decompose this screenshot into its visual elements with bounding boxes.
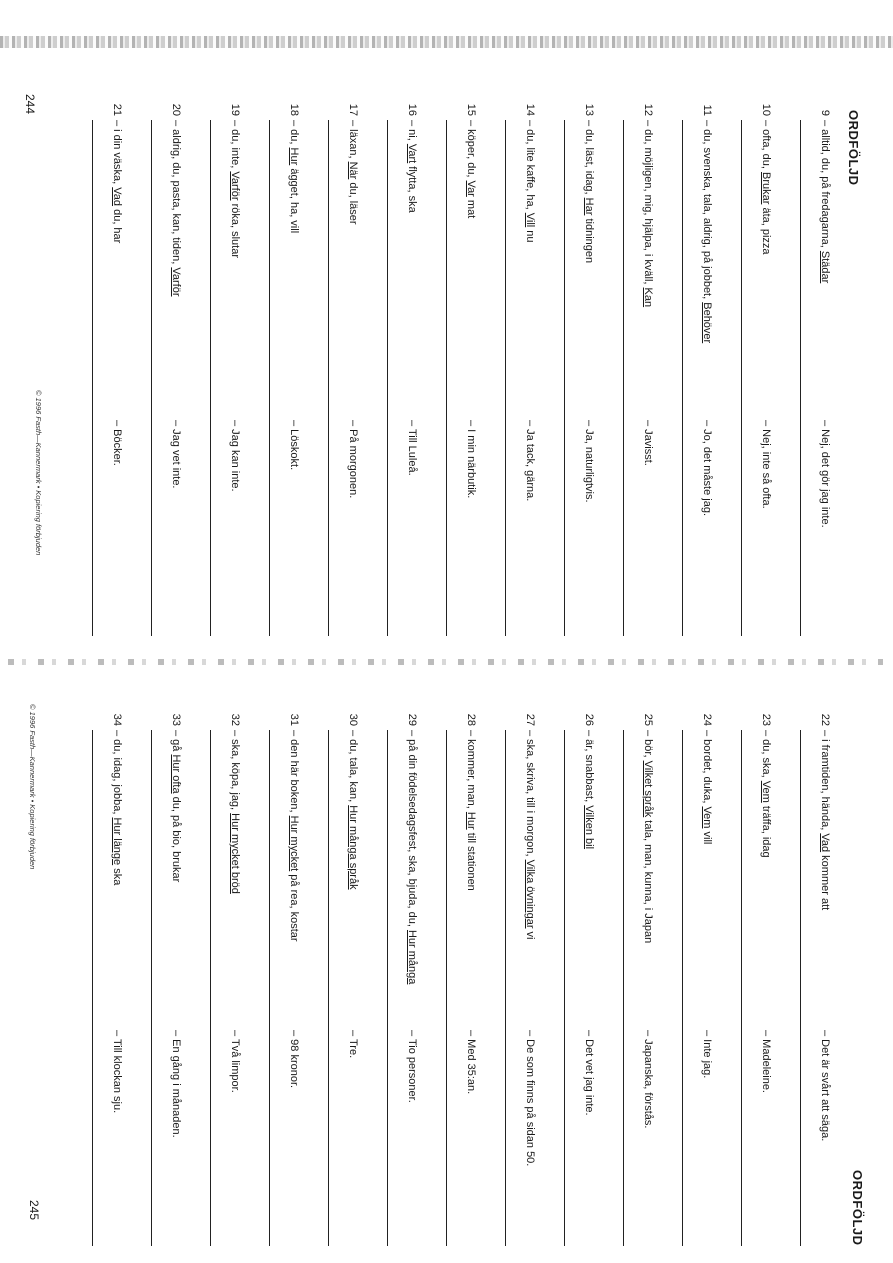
prompt-words: röka, slutar xyxy=(229,200,241,258)
exercise-number: 16 xyxy=(406,103,418,116)
prompt-words: du, läser xyxy=(347,179,359,225)
exercise-number: 20 xyxy=(170,103,182,116)
exercise-number: 23 xyxy=(760,713,772,726)
exercise-row xyxy=(197,90,255,640)
question-word: Vart xyxy=(406,143,418,164)
exercise-row xyxy=(256,90,314,640)
answer-line xyxy=(328,730,329,1246)
answer-line xyxy=(387,120,388,636)
exercise-number: 25 xyxy=(642,713,654,726)
exercise-answer: – 98 kronor. xyxy=(288,1030,300,1089)
answer-line xyxy=(505,120,506,636)
prompt-words: du, på bio, brukar xyxy=(170,793,182,883)
question-word: Varför xyxy=(170,267,182,297)
exercise-number: 18 xyxy=(288,103,300,116)
prompt-words: – den här boken, xyxy=(288,730,300,816)
exercise-answer: – Jag kan inte. xyxy=(229,420,241,492)
prompt-words: till stationen xyxy=(465,829,477,891)
exercise-row xyxy=(138,700,196,1250)
exercise-prompt xyxy=(465,730,477,891)
answer-line xyxy=(446,120,447,636)
exercise-answer: – Nej, inte så ofta. xyxy=(760,420,772,509)
prompt-words: flytta, ska xyxy=(406,163,418,213)
exercise-answer: – Nej, det gör jag inte. xyxy=(819,420,831,528)
exercise-row xyxy=(610,700,668,1250)
answer-line xyxy=(682,120,683,636)
exercise-prompt xyxy=(170,730,182,882)
question-word: Vilka övningar xyxy=(524,859,536,929)
answer-line xyxy=(741,120,742,636)
exercise-number: 24 xyxy=(701,713,713,726)
exercise-number: 19 xyxy=(229,103,241,116)
question-word: Behöver xyxy=(701,302,713,344)
exercise-prompt xyxy=(642,120,654,307)
prompt-words: – du, idag, jobba, xyxy=(111,730,123,818)
exercise-answer: – En gång i månaden. xyxy=(170,1030,182,1138)
prompt-words: – du, ska, xyxy=(760,730,772,781)
exercise-number: 12 xyxy=(642,103,654,116)
exercise-row xyxy=(433,90,491,640)
question-word: Hur många språk xyxy=(347,805,359,890)
prompt-words: – ska, skriva, till i morgon, xyxy=(524,730,536,860)
exercise-row xyxy=(79,90,137,640)
answer-line xyxy=(92,730,93,1246)
exercise-prompt xyxy=(701,730,713,844)
exercise-row xyxy=(374,90,432,640)
exercise-number: 15 xyxy=(465,103,477,116)
prompt-words: – du, svenska, tala, aldrig, på jobbet, xyxy=(701,120,713,303)
answer-line xyxy=(328,120,329,636)
exercise-row xyxy=(197,700,255,1250)
prompt-words: vill xyxy=(701,828,713,845)
prompt-words: på rea, kostar xyxy=(288,871,300,942)
answer-line xyxy=(151,120,152,636)
question-word: Var xyxy=(465,180,477,197)
prompt-words: tidningen xyxy=(583,215,595,264)
prompt-words: – köper, du, xyxy=(465,120,477,181)
question-word: Brukar xyxy=(760,171,772,205)
exercise-number: 22 xyxy=(819,713,831,726)
exercise-row xyxy=(256,700,314,1250)
exercise-answer: – Med 35:an. xyxy=(465,1030,477,1095)
answer-line xyxy=(623,120,624,636)
exercise-number: 26 xyxy=(583,713,595,726)
prompt-words: mat xyxy=(465,196,477,219)
exercise-number: 17 xyxy=(347,103,359,116)
exercise-row xyxy=(492,90,550,640)
exercise-answer: – Jo, det måste jag. xyxy=(701,420,713,516)
exercise-answer: – Tio personer. xyxy=(406,1030,418,1103)
answer-line xyxy=(564,730,565,1246)
prompt-words: äta, pizza xyxy=(760,204,772,255)
copyright-note: © 1996 Fasth—Kannermark • Kopiering förbjuden xyxy=(28,704,37,870)
answer-line xyxy=(269,120,270,636)
page-divider-artifact xyxy=(8,659,883,665)
answer-line xyxy=(92,120,93,636)
prompt-words: – ska, köpa, jag, xyxy=(229,730,241,814)
question-word: Hur mycket xyxy=(288,815,300,872)
exercise-prompt xyxy=(583,730,595,849)
exercise-prompt xyxy=(170,120,182,297)
exercise-number: 32 xyxy=(229,713,241,726)
exercise-answer: – Ja, naturligtvis. xyxy=(583,420,595,503)
exercise-prompt xyxy=(760,730,772,858)
exercise-answer: – Inte jag. xyxy=(701,1030,713,1079)
page-245 xyxy=(0,700,893,1250)
prompt-words: du, har xyxy=(111,206,123,244)
answer-line xyxy=(210,730,211,1246)
copyright-note: © 1996 Fasth—Kannermark • Kopiering förbjuden xyxy=(34,390,43,556)
exercise-row xyxy=(610,90,668,640)
exercise-prompt xyxy=(229,730,241,894)
answer-line xyxy=(741,730,742,1246)
page-heading: ORDFÖLJD xyxy=(846,110,861,186)
prompt-words: träffa, idag xyxy=(760,802,772,858)
exercise-answer: – Japanska, förstås. xyxy=(642,1030,654,1129)
exercise-prompt xyxy=(819,120,831,283)
prompt-words: – ofta, du, xyxy=(760,120,772,172)
question-word: Hur mycket bröd xyxy=(229,813,241,894)
exercise-prompt xyxy=(583,120,595,263)
prompt-words: – alltid, du, på fredagarna, xyxy=(819,120,831,251)
exercise-prompt xyxy=(701,120,713,343)
exercise-prompt xyxy=(406,730,418,984)
exercise-number: 21 xyxy=(111,103,123,116)
exercise-number: 11 xyxy=(701,104,713,116)
question-word: Kan xyxy=(642,287,654,308)
question-word: Städar xyxy=(819,250,831,284)
exercise-prompt xyxy=(347,120,359,225)
exercise-number: 13 xyxy=(583,103,595,116)
exercise-row xyxy=(551,700,609,1250)
question-word: Vad xyxy=(819,833,831,853)
exercise-answer: – De som finns på sidan 50. xyxy=(524,1030,536,1167)
page-number: 245 xyxy=(27,1200,41,1221)
exercise-row xyxy=(433,700,491,1250)
exercise-prompt xyxy=(288,730,300,942)
page-number: 244 xyxy=(23,94,37,115)
prompt-words: ägget, ha, vill xyxy=(288,165,300,234)
page-244-half xyxy=(0,90,893,640)
exercise-row xyxy=(492,700,550,1250)
exercise-row xyxy=(315,90,373,640)
exercise-number: 10 xyxy=(760,103,772,116)
question-word: Hur ofta xyxy=(170,754,182,794)
exercise-answer: – Tre. xyxy=(347,1030,359,1059)
exercise-prompt xyxy=(642,730,654,943)
exercise-row xyxy=(315,700,373,1250)
exercise-row xyxy=(728,700,786,1250)
prompt-words: – du, lite kaffe, ha, xyxy=(524,120,536,213)
exercise-answer: – Två limpor. xyxy=(229,1030,241,1093)
exercise-row xyxy=(669,700,727,1250)
prompt-words: – i din väska, xyxy=(111,120,123,188)
exercise-answer: – På morgonen. xyxy=(347,420,359,499)
question-word: Har xyxy=(583,197,595,216)
exercise-number: 34 xyxy=(111,713,123,726)
exercise-row xyxy=(374,700,432,1250)
exercise-row xyxy=(787,90,845,640)
question-word: När xyxy=(347,161,359,180)
prompt-words: kommer att xyxy=(819,852,831,911)
exercise-number: 33 xyxy=(170,713,182,726)
exercise-answer: – Löskokt. xyxy=(288,420,300,471)
exercise-number: 31 xyxy=(288,713,300,726)
exercise-number: 9 xyxy=(819,109,831,116)
exercise-prompt xyxy=(819,730,831,910)
exercise-prompt xyxy=(760,120,772,255)
prompt-words: tala, man, kunna, i Japan xyxy=(642,817,654,944)
exercise-answer: – Jag vet inte. xyxy=(170,420,182,489)
page-heading: ORDFÖLJD xyxy=(850,1170,865,1246)
exercise-prompt xyxy=(524,120,536,243)
prompt-words: – kommer, man, xyxy=(465,730,477,812)
exercise-answer: – I min närbutik. xyxy=(465,420,477,499)
answer-line xyxy=(269,730,270,1246)
exercise-row xyxy=(787,700,845,1250)
exercise-answer: – Till Luleå. xyxy=(406,420,418,476)
exercise-answer: – Javisst. xyxy=(642,420,654,466)
exercise-row xyxy=(669,90,727,640)
exercise-prompt xyxy=(229,120,241,258)
exercise-row xyxy=(551,90,609,640)
prompt-words: vi xyxy=(524,928,536,940)
question-word: Hur xyxy=(288,147,300,166)
page-244 xyxy=(0,90,893,640)
answer-line xyxy=(623,730,624,1246)
question-word: Hur xyxy=(465,811,477,830)
exercise-prompt xyxy=(111,730,123,885)
prompt-words: – du, möjligen, mig, hjälpa, i kväll, xyxy=(642,120,654,288)
prompt-words: – du, xyxy=(288,120,300,148)
answer-line xyxy=(387,730,388,1246)
answer-line xyxy=(151,730,152,1246)
answer-line xyxy=(800,120,801,636)
answer-line xyxy=(682,730,683,1246)
question-word: Vill xyxy=(524,212,536,228)
prompt-words: ska xyxy=(111,865,123,886)
question-word: Vad xyxy=(111,187,123,207)
answer-line xyxy=(446,730,447,1246)
prompt-words: – aldrig, du, pasta, kan, tiden, xyxy=(170,120,182,268)
exercise-number: 30 xyxy=(347,713,359,726)
question-word: Vem xyxy=(701,806,713,829)
exercise-number: 28 xyxy=(465,713,477,726)
prompt-words: – i framtiden, hända, xyxy=(819,730,831,834)
exercise-answer: – Ja tack, gärna. xyxy=(524,420,536,502)
exercise-prompt xyxy=(524,730,536,940)
prompt-words: – på din födelsedagsfest, ska, bjuda, du, xyxy=(406,730,418,930)
question-word: Varför xyxy=(229,171,241,201)
exercise-row xyxy=(138,90,196,640)
prompt-words: – ni, xyxy=(406,120,418,144)
question-word: Hur många xyxy=(406,929,418,985)
scan-edge-artifact xyxy=(0,36,893,48)
exercise-prompt xyxy=(465,120,477,218)
exercise-answer: – Till klockan sju. xyxy=(111,1030,123,1114)
exercise-answer: – Madeleine. xyxy=(760,1030,772,1093)
exercise-prompt xyxy=(347,730,359,890)
question-word: Vilket språk xyxy=(642,760,654,818)
answer-line xyxy=(564,120,565,636)
exercise-prompt xyxy=(288,120,300,233)
exercise-number: 14 xyxy=(524,103,536,116)
answer-line xyxy=(210,120,211,636)
exercise-answer: – Det är svårt att säga. xyxy=(819,1030,831,1142)
prompt-words: – du, läst, idag, xyxy=(583,120,595,198)
question-word: Vilken bil xyxy=(583,805,595,850)
exercise-row xyxy=(79,700,137,1250)
exercise-answer: – Böcker. xyxy=(111,420,123,466)
prompt-words: – bordet, duka, xyxy=(701,730,713,807)
prompt-words: – läxan, xyxy=(347,120,359,162)
question-word: Vem xyxy=(760,780,772,803)
prompt-words: – är, snabbast, xyxy=(583,730,595,806)
prompt-words: – gå xyxy=(170,730,182,755)
prompt-words: – bör, xyxy=(642,730,654,761)
exercise-prompt xyxy=(406,120,418,213)
prompt-words: nu xyxy=(524,227,536,243)
exercise-number: 29 xyxy=(406,713,418,726)
page-245-half xyxy=(0,700,893,1250)
exercise-prompt xyxy=(111,120,123,243)
prompt-words: – du, tala, kan, xyxy=(347,730,359,806)
answer-line xyxy=(800,730,801,1246)
exercise-row xyxy=(728,90,786,640)
prompt-words: – du, inte, xyxy=(229,120,241,172)
answer-line xyxy=(505,730,506,1246)
question-word: Hur länge xyxy=(111,817,123,866)
exercise-number: 27 xyxy=(524,713,536,726)
exercise-answer: – Det vet jag inte. xyxy=(583,1030,595,1116)
